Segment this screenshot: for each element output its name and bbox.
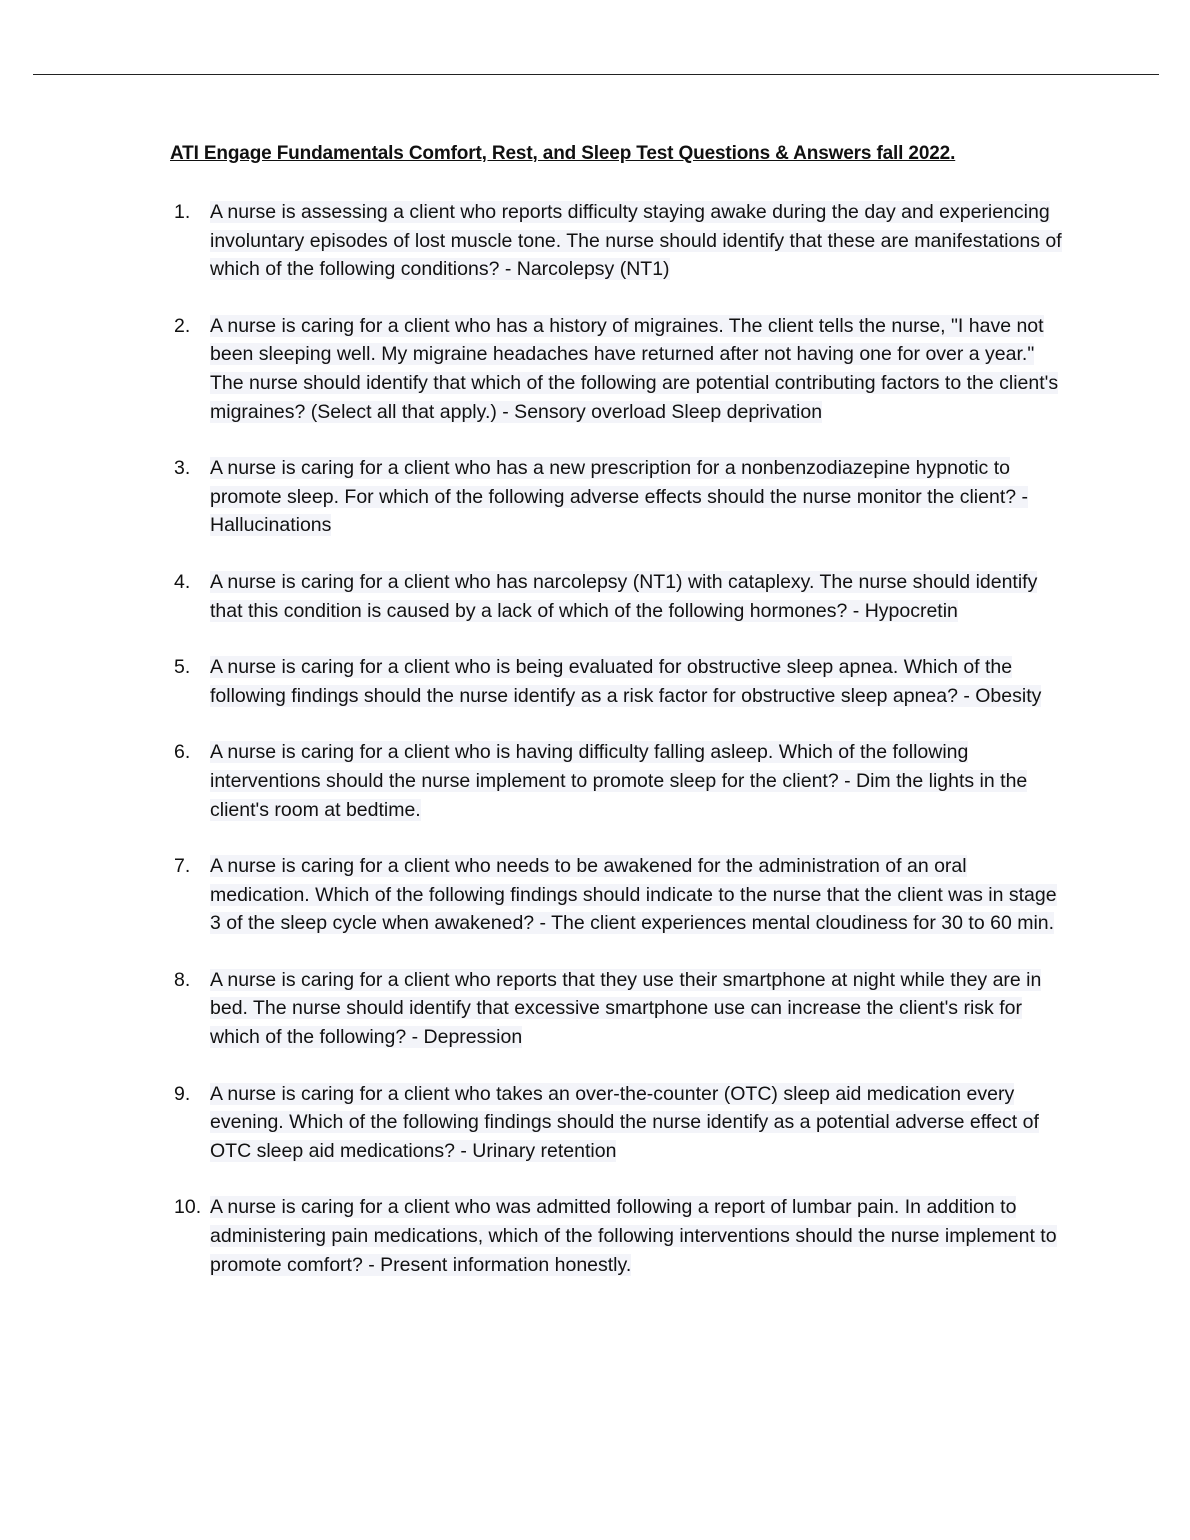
- question-item-3: [170, 454, 1070, 540]
- question-item-5: [170, 653, 1070, 710]
- question-text: A nurse is caring for a client who needs to be awakened for the administration of an oral medication. Which of the following findings should indicate to the nurse that the client was in stage 3 of the sleep cycle when awakened? - The client experiences mental cloudiness for 30 to 60 min.: [210, 855, 1057, 935]
- question-item-1: [170, 198, 1070, 284]
- question-item-6: [170, 738, 1070, 824]
- question-text: A nurse is caring for a client who reports that they use their smartphone at night while they are in bed. The nurse should identify that excessive smartphone use can increase the client's risk for which of the following? - Depression: [210, 968, 1042, 1049]
- question-number: 8.: [174, 968, 191, 991]
- question-list: [170, 198, 1070, 1307]
- question-item-7: [170, 852, 1070, 938]
- question-item-8: [170, 966, 1070, 1052]
- question-text: A nurse is caring for a client who takes an over-the-counter (OTC) sleep aid medication every evening. Which of the following findings should the nurse identify as a potential adverse effect of OTC sleep aid medications? - Urinary retention: [210, 1082, 1039, 1162]
- question-text: A nurse is caring for a client who is being evaluated for obstructive sleep apnea. Which of the following findings should the nurse identify as a risk factor for obstructive sleep apnea? - Obesity: [210, 656, 1042, 707]
- question-number: 2.: [174, 314, 191, 337]
- question-item-2: [170, 312, 1070, 426]
- question-text: A nurse is caring for a client who was admitted following a report of lumbar pain. In addition to administering pain medications, which of the following interventions should the nurse implement to promote comfort? - Present information honestly.: [210, 1196, 1057, 1276]
- question-text: A nurse is caring for a client who is having difficulty falling asleep. Which of the following interventions should the nurse implement to promote sleep for the client? - Dim the lights in the client's room at bedtime.: [210, 741, 1028, 821]
- question-number: 10.: [174, 1196, 202, 1219]
- question-item-4: [170, 568, 1070, 625]
- question-number: 5.: [174, 656, 191, 679]
- question-number: 1.: [174, 201, 191, 223]
- document-title: ATI Engage Fundamentals Comfort, Rest, and Sleep Test Questions & Answers fall 2022.: [170, 143, 956, 164]
- question-number: 4.: [174, 570, 191, 593]
- question-text: A nurse is caring for a client who has a new prescription for a nonbenzodiazepine hypnotic to promote sleep. For which of the following adverse effects should the nurse monitor the client? - Hallucinations: [210, 457, 1028, 537]
- question-text: A nurse is assessing a client who reports difficulty staying awake during the day and experiencing involuntary episodes of lost muscle tone. The nurse should identify that these are manifestations of which of the following conditions? - Narcolepsy (NT1): [210, 201, 1062, 281]
- question-text: A nurse is caring for a client who has narcolepsy (NT1) with cataplexy. The nurse should identify that this condition is caused by a lack of which of the following hormones? - Hypocretin: [210, 570, 1038, 622]
- question-number: 7.: [174, 855, 191, 878]
- question-text: A nurse is caring for a client who has a history of migraines. The client tells the nurse, "I have not been sleeping well. My migraine headaches have returned after not having one for over a year." The nurse should identify that which of the following are potential contributing factors to the client's migraines? (Select all that apply.) - Sensory overload Sleep deprivation: [210, 314, 1059, 423]
- header-rule: [33, 74, 1159, 75]
- question-item-10: [170, 1193, 1070, 1279]
- question-item-9: [170, 1080, 1070, 1166]
- question-number: 9.: [174, 1082, 191, 1105]
- question-number: 6.: [174, 741, 191, 764]
- question-number: 3.: [174, 457, 191, 480]
